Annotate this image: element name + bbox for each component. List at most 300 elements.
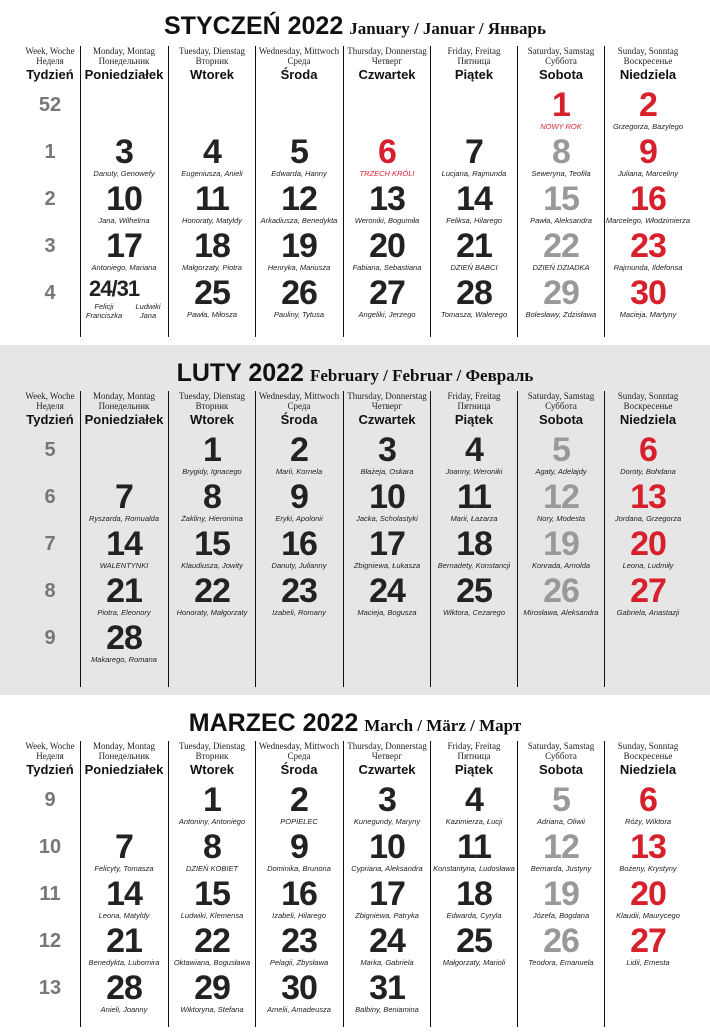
header-polish: Sobota xyxy=(538,67,584,82)
header-russian: Среда xyxy=(287,751,311,761)
week-number: 52 xyxy=(38,94,62,116)
header-russian: Среда xyxy=(287,56,311,66)
header-day xyxy=(169,391,255,427)
header-day xyxy=(605,46,691,82)
day-number: 11 xyxy=(457,478,491,516)
nameday-text: Balbiny, Beniamina xyxy=(355,1005,419,1014)
nameday-text: Ryszarda, Romualda xyxy=(88,514,160,523)
day-cell xyxy=(518,182,604,225)
week-number: 7 xyxy=(44,533,56,555)
day-cell xyxy=(605,182,691,225)
day-cell xyxy=(169,783,255,826)
header-day xyxy=(344,391,430,427)
header-day xyxy=(169,741,255,777)
day-cell xyxy=(169,877,255,920)
nameday-text: Małgorzaty, Marioli xyxy=(442,958,506,967)
day-cell xyxy=(256,527,342,570)
header-day xyxy=(344,741,430,777)
nameday-text: Małgorzaty, Piotra xyxy=(182,263,242,272)
day-cell xyxy=(344,182,430,225)
day-cell xyxy=(81,229,167,272)
day-number: 17 xyxy=(106,227,142,265)
month-translations: February / Februar / Февраль xyxy=(309,366,534,385)
month-section xyxy=(0,0,710,345)
nameday-text: Róży, Wiktora xyxy=(624,817,672,826)
week-number: 12 xyxy=(38,930,62,952)
header-day xyxy=(256,741,342,777)
day-number: 29 xyxy=(194,969,230,1007)
day-number: 10 xyxy=(369,478,405,516)
day-cell xyxy=(169,574,255,617)
header-day xyxy=(344,46,430,82)
nameday-text: Felicyty, Tomasza xyxy=(94,864,154,873)
nameday-text: Danuty, Julianny xyxy=(271,561,327,570)
nameday-text: Wiktora, Cezarego xyxy=(442,608,506,617)
week-number: 13 xyxy=(38,977,62,999)
header-translation: Friday, Freitag xyxy=(447,741,501,751)
header-polish: Czwartek xyxy=(358,762,416,777)
day-number: 20 xyxy=(630,875,666,913)
nameday-text: Leona, Ludmiły xyxy=(622,561,674,570)
day-cell xyxy=(431,877,517,920)
nameday-text: Gabriela, Anastazji xyxy=(616,608,680,617)
day-cell xyxy=(518,924,604,967)
day-cell xyxy=(169,276,255,319)
day-cell xyxy=(256,276,342,319)
day-number: 11 xyxy=(457,828,491,866)
header-russian: Понедельник xyxy=(98,751,150,761)
nameday-text: Juliana, Marceliny xyxy=(617,169,679,178)
header-day xyxy=(431,741,517,777)
nameday-text: Rajmunda, Ildefonsa xyxy=(613,263,683,272)
day-cell xyxy=(605,229,691,272)
header-polish: Poniedziałek xyxy=(84,762,164,777)
day-number: 29 xyxy=(543,274,579,312)
header-russian: Воскресенье xyxy=(623,751,673,761)
nameday-text: DZIEŃ DZIADKA xyxy=(532,263,590,272)
header-russian: Пятница xyxy=(457,56,491,66)
day-number: 30 xyxy=(630,274,666,312)
day-number: 25 xyxy=(456,922,492,960)
day-number: 8 xyxy=(552,133,570,171)
day-cell xyxy=(431,480,517,523)
header-day xyxy=(431,391,517,427)
header-day xyxy=(518,46,604,82)
header-translation: Week, Woche xyxy=(25,741,75,751)
day-cell xyxy=(344,433,430,476)
nameday-text: Macieja, Bogusza xyxy=(357,608,417,617)
nameday-text: Adriana, Oliwii xyxy=(537,817,585,826)
nameday-text: Marka, Gabriela xyxy=(360,958,414,967)
day-number: 26 xyxy=(281,274,317,312)
day-cell xyxy=(518,574,604,617)
nameday-text: Błażeja, Oskara xyxy=(360,467,414,476)
nameday-text: Konrada, Arnolda xyxy=(531,561,591,570)
header-translation: Wednesday, Mittwoch xyxy=(258,46,340,56)
day-number: 22 xyxy=(543,227,579,265)
header-translation: Sunday, Sonntag xyxy=(617,391,679,401)
day-number: 5 xyxy=(552,431,570,469)
header-day xyxy=(518,391,604,427)
day-cell xyxy=(605,135,691,178)
day-number: 9 xyxy=(639,133,657,171)
day-cell xyxy=(344,924,430,967)
day-number: 7 xyxy=(115,478,133,516)
header-russian: Неделя xyxy=(36,56,64,66)
header-translation: Sunday, Sonntag xyxy=(617,741,679,751)
nameday-text: Antoniny, Antoniego xyxy=(178,817,246,826)
nameday-text: Edwarda, Hanny xyxy=(271,169,327,178)
header-russian: Суббота xyxy=(545,56,577,66)
day-number: 23 xyxy=(281,572,317,610)
day-cell xyxy=(605,480,691,523)
day-cell xyxy=(431,135,517,178)
day-cell xyxy=(81,830,167,873)
day-number: 11 xyxy=(195,180,229,218)
week-number: 5 xyxy=(44,439,56,461)
day-number: 16 xyxy=(281,525,317,563)
day-cell xyxy=(344,527,430,570)
header-translation: Monday, Montag xyxy=(93,391,155,401)
header-polish: Wtorek xyxy=(189,412,235,427)
header-translation: Sunday, Sonntag xyxy=(617,46,679,56)
nameday-text: Marii, Łazarza xyxy=(450,514,498,523)
week-number: 11 xyxy=(39,883,61,905)
header-day xyxy=(431,46,517,82)
nameday-text: Edwarda, Cyryla xyxy=(446,911,502,920)
header-translation: Monday, Montag xyxy=(93,741,155,751)
day-number: 6 xyxy=(378,133,396,171)
day-cell xyxy=(169,135,255,178)
header-russian: Воскресенье xyxy=(623,56,673,66)
nameday-text: Bernadety, Konstancji xyxy=(437,561,511,570)
header-polish: Środa xyxy=(280,412,318,427)
header-russian: Вторник xyxy=(195,751,229,761)
day-number: 21 xyxy=(456,227,492,265)
header-translation: Week, Woche xyxy=(25,46,75,56)
header-translation: Wednesday, Mittwoch xyxy=(258,741,340,751)
day-cell xyxy=(605,433,691,476)
day-number: 1 xyxy=(203,781,221,819)
day-cell xyxy=(81,971,167,1014)
day-cell xyxy=(81,924,167,967)
nameday-text: Leona, Matyldy xyxy=(98,911,150,920)
day-cell xyxy=(344,229,430,272)
day-cell xyxy=(81,135,167,178)
day-number: 28 xyxy=(456,274,492,312)
header-russian: Четверг xyxy=(371,56,403,66)
nameday-text: Doroty, Bohdana xyxy=(620,467,676,476)
nameday-text: Fabiana, Sebastiana xyxy=(352,263,422,272)
nameday-text: Honoraty, Matyldy xyxy=(182,216,242,225)
nameday-text: Joanny, Weroniki xyxy=(445,467,503,476)
day-number: 12 xyxy=(543,828,579,866)
header-polish: Tydzień xyxy=(26,762,74,777)
header-translation: Thursday, Donnerstag xyxy=(347,391,427,401)
day-number: 24 xyxy=(369,922,405,960)
header-polish: Poniedziałek xyxy=(84,412,164,427)
day-cell xyxy=(169,924,255,967)
header-translation: Wednesday, Mittwoch xyxy=(258,391,340,401)
day-number: 27 xyxy=(630,572,666,610)
day-cell xyxy=(256,135,342,178)
header-polish: Niedziela xyxy=(619,762,677,777)
nameday-text: Marii, Kornela xyxy=(275,467,323,476)
nameday-text: Danuty, Genowefy xyxy=(93,169,155,178)
month-section xyxy=(0,345,710,695)
week-number: 6 xyxy=(44,486,56,508)
header-day xyxy=(256,46,342,82)
nameday-text: DZIEŃ BABCI xyxy=(450,263,498,272)
nameday-text: Bożeny, Krystyny xyxy=(619,864,677,873)
day-cell xyxy=(169,182,255,225)
nameday-text: Józefa, Bogdana xyxy=(532,911,590,920)
day-cell xyxy=(518,480,604,523)
day-number: 12 xyxy=(543,478,579,516)
day-number: 22 xyxy=(194,572,230,610)
day-cell xyxy=(169,433,255,476)
day-cell xyxy=(344,135,430,178)
header-translation: Week, Woche xyxy=(25,391,75,401)
day-cell xyxy=(431,276,517,319)
nameday-text: Żakliny, Hieronima xyxy=(181,514,243,523)
week-number: 8 xyxy=(44,580,56,602)
day-number: 26 xyxy=(543,922,579,960)
nameday-text: Dominika, Brunona xyxy=(267,864,331,873)
nameday-text: Seweryna, Teofila xyxy=(531,169,591,178)
header-polish: Wtorek xyxy=(189,67,235,82)
nameday-text: WALENTYNKI xyxy=(99,561,149,570)
day-number: 7 xyxy=(115,828,133,866)
nameday-text: Makarego, Romana xyxy=(91,655,157,664)
header-translation: Saturday, Samstag xyxy=(527,46,595,56)
day-number: 4 xyxy=(203,133,221,171)
nameday-text: Anieli, Joanny xyxy=(100,1005,148,1014)
day-number: 17 xyxy=(369,875,405,913)
nameday-text: Macieja, Martyny xyxy=(619,310,677,319)
header-polish: Tydzień xyxy=(26,67,74,82)
day-cell xyxy=(518,783,604,826)
day-cell xyxy=(518,229,604,272)
nameday-text: Weroniki, Bogumiła xyxy=(354,216,420,225)
day-cell xyxy=(256,480,342,523)
day-number: 17 xyxy=(369,525,405,563)
nameday-text: Teodora, Emanuela xyxy=(528,958,594,967)
day-cell xyxy=(605,574,691,617)
header-russian: Понедельник xyxy=(98,56,150,66)
header-translation: Thursday, Donnerstag xyxy=(347,741,427,751)
nameday-text: Marcelego, Włodzimierza xyxy=(605,216,691,225)
header-russian: Среда xyxy=(287,401,311,411)
header-polish: Poniedziałek xyxy=(84,67,164,82)
header-polish: Czwartek xyxy=(358,67,416,82)
day-cell xyxy=(344,971,430,1014)
nameday-text: Amelii, Amadeusza xyxy=(267,1005,331,1014)
month-translations: March / März / Март xyxy=(364,716,522,735)
header-polish: Piątek xyxy=(454,67,494,82)
nameday-text: Feliksa, Hilarego xyxy=(446,216,502,225)
day-number: 3 xyxy=(115,133,133,171)
day-cell xyxy=(344,783,430,826)
header-day xyxy=(518,741,604,777)
day-number: 15 xyxy=(543,180,579,218)
nameday-text: POPIELEC xyxy=(280,817,318,826)
day-number: 19 xyxy=(543,875,579,913)
nameday-text: Arkadiusza, Benedykta xyxy=(260,216,338,225)
day-number: 31 xyxy=(369,969,405,1007)
day-number: 20 xyxy=(369,227,405,265)
header-week xyxy=(20,741,80,777)
day-cell xyxy=(344,574,430,617)
day-cell xyxy=(256,877,342,920)
nameday-text: Konstantyna, Ludosława xyxy=(433,864,515,873)
day-cell xyxy=(256,229,342,272)
day-number: 27 xyxy=(630,922,666,960)
nameday-text: Pelagii, Zbysława xyxy=(269,958,329,967)
header-polish: Niedziela xyxy=(619,67,677,82)
header-polish: Piątek xyxy=(454,762,494,777)
week-number: 9 xyxy=(44,789,56,811)
day-number: 19 xyxy=(281,227,317,265)
nameday-text: Eugeniusza, Anieli xyxy=(181,169,243,178)
day-cell xyxy=(344,830,430,873)
nameday-text: Pawła, Aleksandra xyxy=(530,216,592,225)
day-cell xyxy=(169,830,255,873)
day-cell xyxy=(605,527,691,570)
day-number: 3 xyxy=(378,431,396,469)
day-number: 13 xyxy=(630,478,666,516)
day-number: 5 xyxy=(290,133,308,171)
day-number: 13 xyxy=(369,180,405,218)
header-russian: Пятница xyxy=(457,401,491,411)
day-number: 5 xyxy=(552,781,570,819)
day-number: 28 xyxy=(106,969,142,1007)
header-translation: Saturday, Samstag xyxy=(527,741,595,751)
day-cell xyxy=(256,574,342,617)
day-number: 4 xyxy=(465,781,483,819)
week-number: 4 xyxy=(44,282,56,304)
day-number: 25 xyxy=(194,274,230,312)
nameday-text: DZIEŃ KOBIET xyxy=(185,864,239,873)
day-number: 7 xyxy=(465,133,483,171)
nameday-text: Wiktoryna, Stefana xyxy=(180,1005,244,1014)
day-number: 15 xyxy=(194,525,230,563)
day-number: 1 xyxy=(552,86,570,124)
header-polish: Wtorek xyxy=(189,762,235,777)
month-name: MARZEC 2022 xyxy=(188,709,359,737)
header-translation: Saturday, Samstag xyxy=(527,391,595,401)
nameday-text: Nory, Modesta xyxy=(536,514,586,523)
nameday-text: Angeliki, Jerzego xyxy=(358,310,416,319)
header-polish: Niedziela xyxy=(619,412,677,427)
nameday-text: Jacka, Scholastyki xyxy=(356,514,418,523)
day-number: 10 xyxy=(369,828,405,866)
nameday-text: Bernarda, Justyny xyxy=(530,864,592,873)
nameday-text: Pauliny, Tytusa xyxy=(273,310,325,319)
day-cell xyxy=(431,527,517,570)
nameday-text: Zbigniewa, Patryka xyxy=(355,911,419,920)
month-name: STYCZEŃ 2022 xyxy=(164,12,344,40)
day-cell xyxy=(169,527,255,570)
nameday-text: Mirosława, Aleksandra xyxy=(523,608,599,617)
day-cell xyxy=(431,830,517,873)
nameday-text: Ludwiki, Klemensa xyxy=(180,911,244,920)
day-number: 20 xyxy=(630,525,666,563)
nameday-text: Agaty, Adelajdy xyxy=(535,467,587,476)
day-cell xyxy=(518,276,604,319)
day-number: 9 xyxy=(290,828,308,866)
month-title xyxy=(0,12,710,41)
day-cell xyxy=(518,830,604,873)
day-number: 16 xyxy=(281,875,317,913)
nameday-text: NOWY ROK xyxy=(540,122,582,131)
day-number: 23 xyxy=(630,227,666,265)
header-translation: Monday, Montag xyxy=(93,46,155,56)
day-number: 10 xyxy=(106,180,142,218)
month-title xyxy=(0,709,710,738)
header-translation: Tuesday, Dienstag xyxy=(178,391,246,401)
day-number: 27 xyxy=(369,274,405,312)
day-cell xyxy=(256,971,342,1014)
day-cell xyxy=(605,830,691,873)
day-number: 23 xyxy=(281,922,317,960)
header-polish: Czwartek xyxy=(358,412,416,427)
day-number: 2 xyxy=(290,431,308,469)
day-number: 14 xyxy=(456,180,492,218)
day-number: 19 xyxy=(543,525,579,563)
day-cell xyxy=(344,276,430,319)
day-number: 8 xyxy=(203,828,221,866)
header-week xyxy=(20,391,80,427)
header-translation: Friday, Freitag xyxy=(447,46,501,56)
day-cell xyxy=(431,229,517,272)
day-number: 14 xyxy=(106,525,142,563)
nameday-text: Klaudii, Maurycego xyxy=(616,911,680,920)
month-section xyxy=(0,695,710,1035)
day-number: 14 xyxy=(106,875,142,913)
header-russian: Воскресенье xyxy=(623,401,673,411)
day-number: 30 xyxy=(281,969,317,1007)
nameday-text: Kunegundy, Maryny xyxy=(353,817,421,826)
nameday-pair xyxy=(81,302,167,320)
header-day xyxy=(256,391,342,427)
day-cell xyxy=(169,971,255,1014)
nameday-text: Brygidy, Ignacego xyxy=(182,467,242,476)
header-polish: Środa xyxy=(280,67,318,82)
day-cell xyxy=(81,276,167,320)
month-translations: January / Januar / Январь xyxy=(349,19,546,38)
header-russian: Четверг xyxy=(371,401,403,411)
day-cell xyxy=(256,433,342,476)
day-cell xyxy=(169,229,255,272)
day-cell xyxy=(605,88,691,131)
day-cell xyxy=(344,480,430,523)
header-polish: Piątek xyxy=(454,412,494,427)
header-polish: Środa xyxy=(280,762,318,777)
day-cell xyxy=(256,783,342,826)
day-number: 24 xyxy=(369,572,405,610)
day-number: 26 xyxy=(543,572,579,610)
nameday-text: Lidii, Ernesta xyxy=(626,958,670,967)
week-number: 2 xyxy=(44,188,56,210)
header-translation: Friday, Freitag xyxy=(447,391,501,401)
nameday-text: Klaudiusza, Jowity xyxy=(181,561,243,570)
header-russian: Вторник xyxy=(195,56,229,66)
header-translation: Tuesday, Dienstag xyxy=(178,46,246,56)
header-day xyxy=(605,741,691,777)
day-cell xyxy=(431,433,517,476)
nameday-text: Oktawiana, Bogusława xyxy=(173,958,251,967)
